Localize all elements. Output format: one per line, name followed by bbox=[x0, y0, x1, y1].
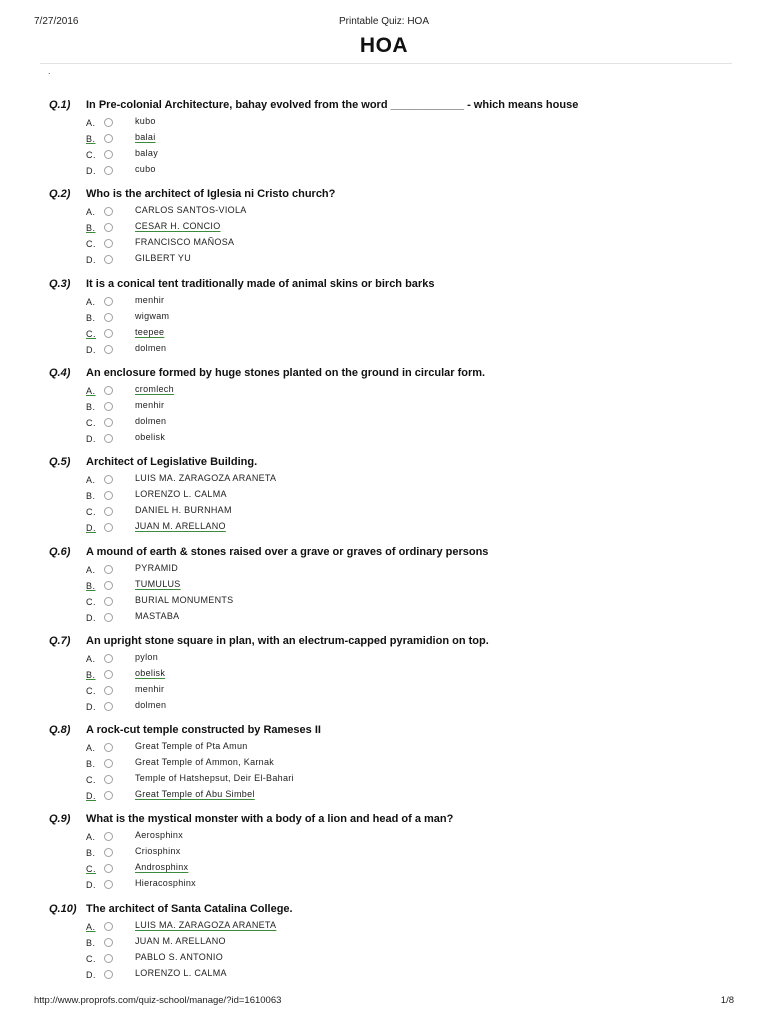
option-letter: D. bbox=[86, 433, 96, 444]
question-number: Q.9) bbox=[49, 813, 71, 826]
answer-option[interactable] bbox=[0, 399, 768, 413]
answer-option[interactable] bbox=[0, 252, 768, 266]
radio-button[interactable] bbox=[104, 523, 113, 532]
option-letter: A. bbox=[86, 743, 96, 754]
option-text: LORENZO L. CALMA bbox=[135, 489, 227, 500]
answer-option[interactable] bbox=[0, 431, 768, 445]
option-letter: A. bbox=[86, 475, 96, 486]
option-letter: A. bbox=[86, 296, 96, 307]
option-text: PABLO S. ANTONIO bbox=[135, 951, 223, 962]
question-4 bbox=[0, 367, 768, 447]
question-text: An enclosure formed by huge stones planted on the ground in circular form. bbox=[86, 366, 486, 379]
question-number: Q.5) bbox=[49, 456, 71, 469]
question-text: It is a conical tent traditionally made of animal skins or birch barks bbox=[86, 277, 435, 290]
option-letter: A. bbox=[86, 653, 96, 664]
radio-button[interactable] bbox=[104, 759, 113, 768]
question-10 bbox=[0, 903, 768, 983]
title-divider bbox=[40, 63, 732, 64]
answer-option[interactable] bbox=[0, 294, 768, 308]
radio-button[interactable] bbox=[104, 613, 113, 622]
radio-button[interactable] bbox=[104, 491, 113, 500]
answer-option[interactable] bbox=[0, 788, 768, 802]
option-text: JUAN M. ARELLANO bbox=[135, 935, 226, 946]
answer-option[interactable] bbox=[0, 115, 768, 129]
answer-option[interactable] bbox=[0, 488, 768, 502]
answer-option[interactable] bbox=[0, 772, 768, 786]
question-text: Architect of Legislative Building. bbox=[86, 456, 258, 469]
option-text: obelisk bbox=[135, 431, 166, 442]
option-letter: C. bbox=[86, 596, 96, 607]
answer-option[interactable] bbox=[0, 220, 768, 234]
answer-option[interactable] bbox=[0, 967, 768, 981]
radio-button[interactable] bbox=[104, 418, 113, 427]
radio-button[interactable] bbox=[104, 345, 113, 354]
option-text: Hieracosphinx bbox=[135, 878, 196, 889]
question-text: In Pre-colonial Architecture, bahay evolved from the word ____________ - which means house bbox=[86, 99, 579, 111]
option-text-correct: TUMULUS bbox=[135, 578, 181, 589]
option-letter: A. bbox=[86, 207, 96, 218]
option-text: Aerosphinx bbox=[135, 830, 184, 841]
option-letter: B. bbox=[86, 580, 96, 591]
radio-button[interactable] bbox=[104, 207, 113, 216]
option-text: PYRAMID bbox=[135, 562, 179, 573]
answer-option[interactable] bbox=[0, 326, 768, 340]
option-text: CARLOS SANTOS-VIOLA bbox=[135, 205, 247, 216]
option-text-correct: LUIS MA. ZARAGOZA ARANETA bbox=[135, 919, 277, 930]
print-page-title: Printable Quiz: HOA bbox=[338, 16, 430, 27]
answer-option[interactable] bbox=[0, 383, 768, 397]
option-text-correct: balai bbox=[135, 132, 156, 142]
radio-button[interactable] bbox=[104, 255, 113, 264]
option-text: MASTABA bbox=[135, 610, 180, 621]
option-letter: D. bbox=[86, 969, 96, 980]
question-8 bbox=[0, 724, 768, 804]
option-letter: C. bbox=[86, 953, 96, 964]
radio-button[interactable] bbox=[104, 118, 113, 127]
answer-option[interactable] bbox=[0, 861, 768, 875]
answer-option[interactable] bbox=[0, 310, 768, 324]
answer-option[interactable] bbox=[0, 756, 768, 770]
option-text-correct: CESAR H. CONCIO bbox=[135, 221, 221, 232]
radio-button[interactable] bbox=[104, 597, 113, 606]
option-letter: B. bbox=[86, 848, 96, 859]
answer-option[interactable] bbox=[0, 236, 768, 250]
option-text: dolmen bbox=[135, 342, 167, 353]
option-letter: D. bbox=[86, 523, 96, 534]
question-text: A mound of earth & stones raised over a grave or graves of ordinary persons bbox=[86, 545, 489, 558]
question-text: An upright stone square in plan, with an electrum-capped pyramidion on top. bbox=[86, 634, 489, 647]
question-number: Q.6) bbox=[49, 545, 71, 558]
option-text: GILBERT YU bbox=[135, 253, 192, 264]
radio-button[interactable] bbox=[104, 507, 113, 516]
option-text: cubo bbox=[135, 164, 156, 174]
question-2 bbox=[0, 188, 768, 268]
option-letter: A. bbox=[86, 564, 96, 575]
option-letter: D. bbox=[86, 701, 96, 712]
radio-button[interactable] bbox=[104, 313, 113, 322]
answer-option[interactable] bbox=[0, 578, 768, 592]
question-1 bbox=[0, 99, 768, 179]
answer-option[interactable] bbox=[0, 683, 768, 697]
answer-option[interactable] bbox=[0, 594, 768, 608]
question-text: Who is the architect of Iglesia ni Cristo church? bbox=[86, 188, 336, 201]
answer-option[interactable] bbox=[0, 131, 768, 145]
answer-option[interactable] bbox=[0, 147, 768, 161]
radio-button[interactable] bbox=[104, 565, 113, 574]
option-text-correct: JUAN M. ARELLANO bbox=[135, 521, 226, 532]
answer-option[interactable] bbox=[0, 699, 768, 713]
answer-option[interactable] bbox=[0, 562, 768, 576]
question-5 bbox=[0, 456, 768, 536]
answer-option[interactable] bbox=[0, 472, 768, 486]
question-number: Q.1) bbox=[49, 99, 71, 111]
question-number: Q.7) bbox=[49, 634, 71, 647]
option-letter: D. bbox=[86, 255, 96, 266]
radio-button[interactable] bbox=[104, 475, 113, 484]
option-text-correct: cromlech bbox=[135, 383, 174, 394]
option-letter: B. bbox=[86, 759, 96, 770]
option-text: DANIEL H. BURNHAM bbox=[135, 505, 232, 516]
option-text-correct: teepee bbox=[135, 326, 165, 337]
option-text: Great Temple of Ammon, Karnak bbox=[135, 757, 275, 768]
option-letter: B. bbox=[86, 223, 96, 234]
radio-button[interactable] bbox=[104, 670, 113, 679]
option-text: LUIS MA. ZARAGOZA ARANETA bbox=[135, 473, 277, 484]
option-letter: D. bbox=[86, 791, 96, 802]
answer-option[interactable] bbox=[0, 951, 768, 965]
option-letter: C. bbox=[86, 685, 96, 696]
radio-button[interactable] bbox=[104, 954, 113, 963]
radio-button[interactable] bbox=[104, 150, 113, 159]
option-text: Great Temple of Pta Amun bbox=[135, 741, 248, 752]
answer-option[interactable] bbox=[0, 935, 768, 949]
radio-button[interactable] bbox=[104, 134, 113, 143]
option-letter: A. bbox=[86, 118, 96, 128]
option-text: Criosphinx bbox=[135, 846, 181, 857]
radio-button[interactable] bbox=[104, 832, 113, 841]
question-text: A rock-cut temple constructed by Rameses II bbox=[86, 724, 321, 737]
answer-option[interactable] bbox=[0, 919, 768, 933]
option-text-correct: obelisk bbox=[135, 667, 166, 678]
quiz-title: HOA bbox=[359, 34, 409, 57]
question-number: Q.10) bbox=[49, 902, 77, 915]
radio-button[interactable] bbox=[104, 864, 113, 873]
radio-button[interactable] bbox=[104, 791, 113, 800]
question-text: The architect of Santa Catalina College. bbox=[86, 902, 293, 915]
radio-button[interactable] bbox=[104, 970, 113, 979]
radio-button[interactable] bbox=[104, 581, 113, 590]
question-7 bbox=[0, 635, 768, 715]
question-9 bbox=[0, 813, 768, 893]
question-number: Q.8) bbox=[49, 724, 71, 737]
option-text: dolmen bbox=[135, 415, 167, 426]
option-letter: C. bbox=[86, 507, 96, 518]
option-text: LORENZO L. CALMA bbox=[135, 967, 227, 978]
question-number: Q.3) bbox=[49, 277, 71, 290]
option-letter: A. bbox=[86, 921, 96, 932]
option-text-correct: Great Temple of Abu Simbel bbox=[135, 789, 255, 800]
answer-option[interactable] bbox=[0, 877, 768, 891]
option-text: wigwam bbox=[135, 310, 170, 321]
answer-option[interactable] bbox=[0, 829, 768, 843]
radio-button[interactable] bbox=[104, 402, 113, 411]
page-number: 1/8 bbox=[720, 995, 734, 1006]
question-text: What is the mystical monster with a body of a lion and head of a man? bbox=[86, 813, 454, 826]
option-text: pylon bbox=[135, 651, 159, 662]
footer-url[interactable]: http://www.proprofs.com/quiz-school/manage/?id=1610063 bbox=[34, 995, 282, 1006]
option-letter: D. bbox=[86, 166, 96, 176]
option-letter: C. bbox=[86, 775, 96, 786]
radio-button[interactable] bbox=[104, 223, 113, 232]
radio-button[interactable] bbox=[104, 922, 113, 931]
option-text: menhir bbox=[135, 683, 165, 694]
answer-option[interactable] bbox=[0, 845, 768, 859]
radio-button[interactable] bbox=[104, 686, 113, 695]
answer-option[interactable] bbox=[0, 342, 768, 356]
radio-button[interactable] bbox=[104, 702, 113, 711]
page-marker: . bbox=[48, 66, 51, 76]
option-text: BURIAL MONUMENTS bbox=[135, 594, 234, 605]
question-6 bbox=[0, 546, 768, 626]
option-letter: B. bbox=[86, 312, 96, 323]
radio-button[interactable] bbox=[104, 166, 113, 175]
option-letter: C. bbox=[86, 239, 96, 250]
radio-button[interactable] bbox=[104, 880, 113, 889]
answer-option[interactable] bbox=[0, 610, 768, 624]
option-letter: C. bbox=[86, 150, 96, 160]
question-number: Q.4) bbox=[49, 366, 71, 379]
radio-button[interactable] bbox=[104, 297, 113, 306]
option-text: FRANCISCO MAÑOSA bbox=[135, 237, 235, 248]
answer-option[interactable] bbox=[0, 651, 768, 665]
radio-button[interactable] bbox=[104, 654, 113, 663]
answer-option[interactable] bbox=[0, 667, 768, 681]
option-text: menhir bbox=[135, 399, 165, 410]
option-text: dolmen bbox=[135, 699, 167, 710]
option-letter: B. bbox=[86, 401, 96, 412]
radio-button[interactable] bbox=[104, 938, 113, 947]
option-letter: B. bbox=[86, 937, 96, 948]
radio-button[interactable] bbox=[104, 434, 113, 443]
option-letter: D. bbox=[86, 344, 96, 355]
option-letter: A. bbox=[86, 832, 96, 843]
option-letter: C. bbox=[86, 864, 96, 875]
radio-button[interactable] bbox=[104, 848, 113, 857]
print-date: 7/27/2016 bbox=[34, 16, 79, 27]
option-letter: D. bbox=[86, 612, 96, 623]
answer-option[interactable] bbox=[0, 204, 768, 218]
question-number: Q.2) bbox=[49, 188, 71, 201]
question-3 bbox=[0, 278, 768, 358]
radio-button[interactable] bbox=[104, 239, 113, 248]
answer-option[interactable] bbox=[0, 163, 768, 177]
option-letter: B. bbox=[86, 491, 96, 502]
option-letter: D. bbox=[86, 880, 96, 891]
answer-option[interactable] bbox=[0, 504, 768, 518]
radio-button[interactable] bbox=[104, 743, 113, 752]
option-text: Temple of Hatshepsut, Deir El-Bahari bbox=[135, 773, 294, 784]
option-letter: C. bbox=[86, 417, 96, 428]
option-text-correct: Androsphinx bbox=[135, 862, 189, 873]
radio-button[interactable] bbox=[104, 329, 113, 338]
option-letter: A. bbox=[86, 385, 96, 396]
option-letter: B. bbox=[86, 669, 96, 680]
radio-button[interactable] bbox=[104, 386, 113, 395]
answer-option[interactable] bbox=[0, 520, 768, 534]
answer-option[interactable] bbox=[0, 740, 768, 754]
option-text: kubo bbox=[135, 116, 156, 126]
option-letter: B. bbox=[86, 134, 96, 144]
answer-option[interactable] bbox=[0, 415, 768, 429]
option-letter: C. bbox=[86, 328, 96, 339]
radio-button[interactable] bbox=[104, 775, 113, 784]
option-text: menhir bbox=[135, 294, 165, 305]
option-text: balay bbox=[135, 148, 159, 158]
